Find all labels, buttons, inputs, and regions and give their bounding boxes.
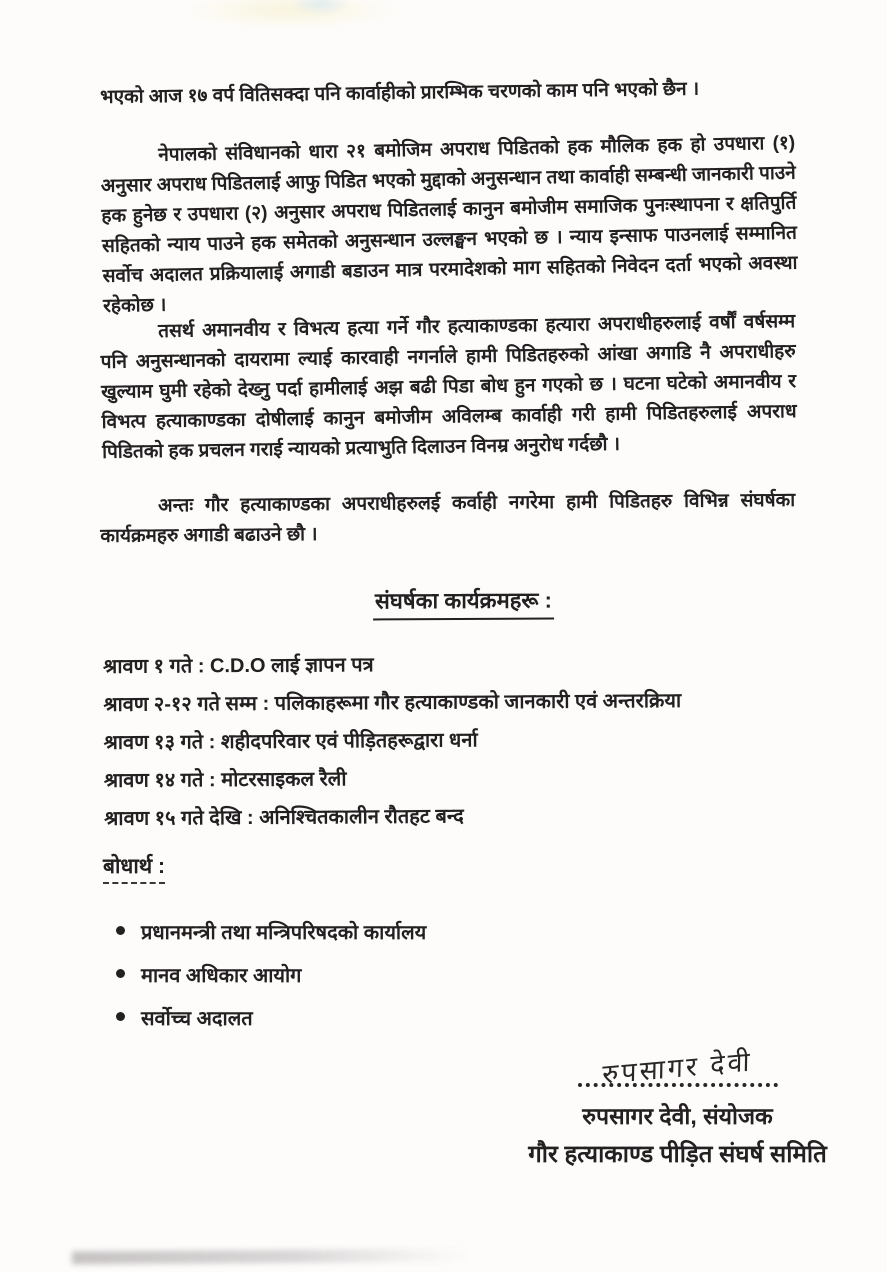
paragraph-continuation: भएको आज १७ वर्प वितिसक्दा पनि कार्वाहीको प्रारम्भिक चरणको काम पनि भएको छैन ।	[100, 78, 700, 108]
scan-edge-smudge	[72, 1249, 472, 1265]
cc-item	[116, 912, 676, 955]
cc-item-label: प्रधानमन्त्री तथा मन्त्रिपरिषदको कार्यालय	[141, 922, 427, 944]
program-item: श्रावण १५ गते देखि : अनिश्चितकालीन रौतहट बन्द	[104, 805, 464, 830]
signature-block	[480, 1048, 875, 1170]
bullet-icon	[116, 969, 125, 978]
cc-item	[116, 955, 676, 998]
program-item: श्रावण १३ गते : शहीदपरिवार एवं पीड़ितहरूद्वारा धर्ना	[103, 729, 478, 754]
paper-stain	[180, 0, 400, 30]
cc-item	[116, 998, 676, 1041]
cc-list	[116, 912, 676, 1041]
bullet-icon	[116, 1012, 125, 1021]
paragraph-warning: अन्तः गौर हत्याकाण्डका अपराधीहरुलई कर्वाही नगरेमा हामी पिडितहरु विभिन्न संघर्षका कार्यक्रमहरु अगाडी बढाउने छौ ।	[100, 489, 796, 547]
handwritten-signature: रुपसागर देवी	[602, 1046, 753, 1090]
program-heading-text: संघर्षका कार्यक्रमहरू :	[373, 585, 554, 621]
signatory-name: रुपसागर देवी, संयोजक	[582, 1103, 773, 1129]
program-list	[103, 643, 824, 838]
paper-stain	[290, 0, 350, 16]
program-section-heading	[0, 585, 887, 620]
signatory-organization: गौर हत्याकाण्ड पीड़ित संघर्ष समिति	[528, 1141, 827, 1168]
cc-item-label: मानव अधिकार आयोग	[141, 965, 302, 987]
cc-item-label: सर्वोच्च अदालत	[141, 1008, 253, 1030]
paragraph-demand: तसर्थ अमानवीय र विभत्य हत्या गर्ने गौर हत्याकाण्डका हत्यारा अपराधीहरुलाई वर्षौं वर्षसम्म पनि अनुसन्धानको दायरामा ल्याई कारवाही नगर्नाले हामी पिडितहरुको आंखा अगाडि नै अपराधीहरु खुल्याम घुमी रहेको देख्नु पर्दा हामीलाई अझ बढी पिडा बोध हुन गएको छ । घटना घटेको अमानवीय र विभत्प हत्याकाण्डका दोषीलाई कानुन बमोजीम अविलम्ब कार्वाही गरी हामी पिडितहरुलाई अपराध पिडितको हक प्रचलन गराई न्यायको प्रत्याभुति दिलाउन विनम्र अनुरोध गर्दछौ ।	[100, 311, 797, 463]
program-item: श्रावण २-१२ गते सम्म : पलिकाहरूमा गौर हत्याकाण्डको जानकारी एवं अन्तरक्रिया	[103, 689, 682, 716]
bullet-icon	[116, 926, 125, 935]
program-item: श्रावण १४ गते : मोटरसाइकल रैली	[103, 768, 347, 792]
cc-heading-text: बोधार्थ :	[103, 852, 165, 884]
cc-section-heading	[103, 852, 165, 884]
program-item: श्रावण १ गते : C.D.O लाई ज्ञापन पत्र	[103, 654, 374, 678]
paragraph-constitution: नेपालको संविधानको धारा २१ बमोजिम अपराध पिडितको हक मौलिक हक हो उपधारा (१) अनुसार अपराध पिडितलाई आफु पिडित भएको मुद्दाको अनुसन्धान तथा कार्वाही सम्बन्धी जानकारी पाउने हक हुनेछ र उपधारा (२) अनुसार अपराध पिडितलाई कानुन बमोजीम समाजिक पुनःस्थापना र क्षतिपुर्ति सहितको न्याय पाउने हक समेतको अनुसन्धान उल्लङ्घन भएको छ । न्याय इन्साफ पाउनलाई सम्मानित सर्वोच अदालत प्रक्रियालाई अगाडी बडाउन मात्र परमादेशको माग सहितको निवेदन दर्ता भएको अवस्था रहेकोछ ।	[100, 132, 798, 317]
